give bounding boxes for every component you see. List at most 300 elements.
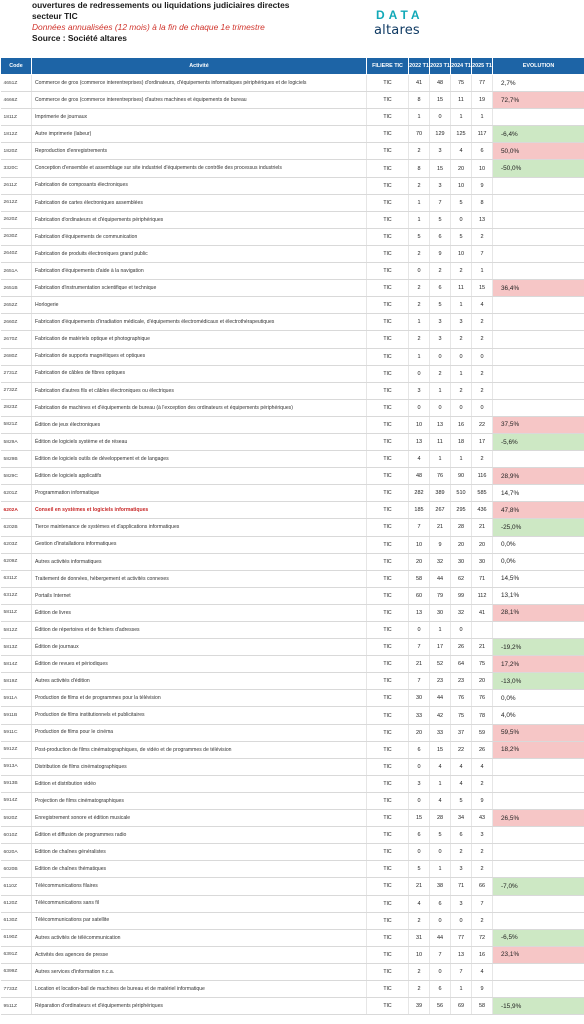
row-evolution xyxy=(493,451,584,468)
row-2023: 0 xyxy=(430,109,451,126)
row-evolution xyxy=(493,314,584,331)
row-evolution: 59,5% xyxy=(493,724,584,741)
row-2025: 66 xyxy=(472,878,493,895)
row-2025: 9 xyxy=(472,792,493,809)
row-filiere: TIC xyxy=(367,673,409,690)
row-filiere: TIC xyxy=(367,263,409,280)
row-2025: 9 xyxy=(472,177,493,194)
row-code: 6010Z xyxy=(1,827,32,844)
row-filiere: TIC xyxy=(367,365,409,382)
row-filiere: TIC xyxy=(367,570,409,587)
row-filiere: TIC xyxy=(367,177,409,194)
row-activity: Edition de logiciels applicatifs xyxy=(32,468,367,485)
row-2025: 2 xyxy=(472,912,493,929)
row-code: 6130Z xyxy=(1,912,32,929)
row-code: 5812Z xyxy=(1,622,32,639)
row-activity: Édition de logiciels système et de réseau xyxy=(32,433,367,450)
row-2024: 7 xyxy=(451,963,472,980)
row-filiere: TIC xyxy=(367,741,409,758)
row-2023: 0 xyxy=(430,348,451,365)
row-2024: 76 xyxy=(451,690,472,707)
row-filiere: TIC xyxy=(367,245,409,262)
row-evolution: -7,0% xyxy=(493,878,584,895)
row-activity: Réparation d'ordinateurs et d'équipements périphériques xyxy=(32,998,367,1015)
row-2022: 7 xyxy=(409,639,430,656)
row-activity: Production de films et de programmes pour la télévision xyxy=(32,690,367,707)
row-2025: 2 xyxy=(472,451,493,468)
row-2024: 5 xyxy=(451,194,472,211)
report-source: Source : Société altares xyxy=(32,33,127,43)
table-row xyxy=(1,758,584,775)
row-evolution xyxy=(493,331,584,348)
row-2024: 20 xyxy=(451,160,472,177)
table-row xyxy=(1,587,584,604)
row-2023: 15 xyxy=(430,160,451,177)
row-activity: Fabrication de câbles de fibres optiques xyxy=(32,365,367,382)
row-2022: 7 xyxy=(409,673,430,690)
row-filiere: TIC xyxy=(367,160,409,177)
row-filiere: TIC xyxy=(367,878,409,895)
row-2023: 2 xyxy=(430,263,451,280)
row-2022: 282 xyxy=(409,485,430,502)
row-code: 2612Z xyxy=(1,194,32,211)
row-filiere: TIC xyxy=(367,690,409,707)
row-activity: Reproduction d'enregistrements xyxy=(32,143,367,160)
table-row xyxy=(1,399,584,416)
row-activity: Production de films institutionnels et publicitaires xyxy=(32,707,367,724)
row-2022: 60 xyxy=(409,587,430,604)
table-row xyxy=(1,810,584,827)
row-2025: 19 xyxy=(472,92,493,109)
row-2025: 4 xyxy=(472,758,493,775)
row-evolution: -50,0% xyxy=(493,160,584,177)
row-evolution xyxy=(493,963,584,980)
row-filiere: TIC xyxy=(367,92,409,109)
table-row xyxy=(1,109,584,126)
row-2025: 2 xyxy=(472,314,493,331)
table-row xyxy=(1,245,584,262)
row-2023: 1 xyxy=(430,775,451,792)
row-2022: 3 xyxy=(409,775,430,792)
row-evolution xyxy=(493,399,584,416)
row-evolution: -13,0% xyxy=(493,673,584,690)
row-2024: 13 xyxy=(451,946,472,963)
row-evolution xyxy=(493,844,584,861)
row-2023: 3 xyxy=(430,314,451,331)
row-activity: Autre imprimerie (labeur) xyxy=(32,126,367,143)
row-activity: Activités des agences de presse xyxy=(32,946,367,963)
row-2024: 90 xyxy=(451,468,472,485)
row-filiere: TIC xyxy=(367,656,409,673)
row-2023: 389 xyxy=(430,485,451,502)
row-2024: 5 xyxy=(451,792,472,809)
row-activity: Commerce de gros (commerce interentreprises) d'autres machines et équipements de bureau xyxy=(32,92,367,109)
row-2024: 0 xyxy=(451,211,472,228)
row-activity: Fabrication d'instrumentation scientifique et technique xyxy=(32,280,367,297)
row-2024: 2 xyxy=(451,331,472,348)
row-2025: 71 xyxy=(472,570,493,587)
row-activity: Fabrication de machines et d'équipements de bureau (à l'exception des ordinateurs et équipements périphériques) xyxy=(32,399,367,416)
row-filiere: TIC xyxy=(367,331,409,348)
row-2023: 15 xyxy=(430,92,451,109)
table-row xyxy=(1,331,584,348)
row-2023: 3 xyxy=(430,177,451,194)
row-filiere: TIC xyxy=(367,946,409,963)
row-filiere: TIC xyxy=(367,844,409,861)
row-activity: Fabrication de produits électroniques grand public xyxy=(32,245,367,262)
col-header-filiere: FILIERE TIC xyxy=(367,58,409,75)
table-row xyxy=(1,382,584,399)
row-evolution: 28,9% xyxy=(493,468,584,485)
row-code: 1811Z xyxy=(1,109,32,126)
row-2023: 13 xyxy=(430,416,451,433)
row-code: 5911C xyxy=(1,724,32,741)
row-filiere: TIC xyxy=(367,724,409,741)
row-evolution: 14,5% xyxy=(493,570,584,587)
row-evolution: 47,8% xyxy=(493,502,584,519)
row-2024: 3 xyxy=(451,861,472,878)
row-evolution: 37,5% xyxy=(493,416,584,433)
row-code: 1820Z xyxy=(1,143,32,160)
row-2022: 2 xyxy=(409,963,430,980)
row-code: 5913B xyxy=(1,775,32,792)
row-2022: 4 xyxy=(409,895,430,912)
row-code: 6020B xyxy=(1,861,32,878)
row-2022: 31 xyxy=(409,929,430,946)
row-2022: 13 xyxy=(409,604,430,621)
row-code: 6203Z xyxy=(1,536,32,553)
row-evolution xyxy=(493,792,584,809)
row-filiere: TIC xyxy=(367,758,409,775)
table-row xyxy=(1,433,584,450)
logo-altares-text: altares xyxy=(374,23,420,38)
row-2025: 2 xyxy=(472,228,493,245)
row-activity: Fabrication d'ordinateurs et d'équipements périphériques xyxy=(32,211,367,228)
row-2022: 8 xyxy=(409,92,430,109)
row-2022: 2 xyxy=(409,245,430,262)
table-row xyxy=(1,451,584,468)
row-activity: Gestion d'installations informatiques xyxy=(32,536,367,553)
altares-logo xyxy=(374,8,434,48)
row-filiere: TIC xyxy=(367,536,409,553)
row-2023: 76 xyxy=(430,468,451,485)
row-2023: 6 xyxy=(430,980,451,997)
row-code: 4651Z xyxy=(1,75,32,92)
row-2024: 0 xyxy=(451,622,472,639)
row-evolution xyxy=(493,912,584,929)
row-2024: 0 xyxy=(451,399,472,416)
row-2022: 0 xyxy=(409,365,430,382)
row-code: 5911A xyxy=(1,690,32,707)
row-2022: 0 xyxy=(409,758,430,775)
row-2022: 6 xyxy=(409,827,430,844)
row-code: 6190Z xyxy=(1,929,32,946)
row-2023: 17 xyxy=(430,639,451,656)
row-2025: 585 xyxy=(472,485,493,502)
row-activity: Fabrication de matériels optique et photographique xyxy=(32,331,367,348)
row-evolution: 4,0% xyxy=(493,707,584,724)
table-row xyxy=(1,741,584,758)
row-code: 5821Z xyxy=(1,416,32,433)
row-filiere: TIC xyxy=(367,980,409,997)
row-evolution xyxy=(493,348,584,365)
row-evolution: 26,5% xyxy=(493,810,584,827)
row-2022: 21 xyxy=(409,656,430,673)
row-2025: 75 xyxy=(472,656,493,673)
row-2025: 7 xyxy=(472,245,493,262)
col-header-activity: Activité xyxy=(32,58,367,75)
table-row xyxy=(1,348,584,365)
row-filiere: TIC xyxy=(367,382,409,399)
table-row xyxy=(1,228,584,245)
row-activity: Télécommunications sans fil xyxy=(32,895,367,912)
row-2022: 30 xyxy=(409,690,430,707)
row-2025: 0 xyxy=(472,399,493,416)
row-2024: 37 xyxy=(451,724,472,741)
row-code: 7733Z xyxy=(1,980,32,997)
row-2023: 0 xyxy=(430,844,451,861)
row-2024: 5 xyxy=(451,228,472,245)
row-code: 5913A xyxy=(1,758,32,775)
row-2022: 3 xyxy=(409,382,430,399)
row-2022: 5 xyxy=(409,228,430,245)
row-code: 5829B xyxy=(1,451,32,468)
row-2023: 5 xyxy=(430,211,451,228)
row-evolution xyxy=(493,228,584,245)
row-2024: 22 xyxy=(451,741,472,758)
row-evolution: 0,0% xyxy=(493,690,584,707)
row-2023: 21 xyxy=(430,519,451,536)
row-code: 5920Z xyxy=(1,810,32,827)
table-row xyxy=(1,263,584,280)
row-activity: Distribution de films cinématographiques xyxy=(32,758,367,775)
table-row xyxy=(1,963,584,980)
row-2025: 1 xyxy=(472,109,493,126)
row-code: 6202B xyxy=(1,519,32,536)
table-row xyxy=(1,690,584,707)
row-2024: 3 xyxy=(451,314,472,331)
row-2025: 112 xyxy=(472,587,493,604)
table-row xyxy=(1,707,584,724)
row-2022: 1 xyxy=(409,194,430,211)
row-code: 1812Z xyxy=(1,126,32,143)
row-2023: 7 xyxy=(430,194,451,211)
row-activity: Édition de répertoires et de fichiers d'adresses xyxy=(32,622,367,639)
row-filiere: TIC xyxy=(367,451,409,468)
row-2025: 17 xyxy=(472,433,493,450)
table-row xyxy=(1,194,584,211)
row-2024: 510 xyxy=(451,485,472,502)
table-row xyxy=(1,365,584,382)
row-2024: 99 xyxy=(451,587,472,604)
row-2024: 10 xyxy=(451,177,472,194)
row-activity: Conseil en systèmes et logiciels informatiques xyxy=(32,502,367,519)
row-evolution xyxy=(493,194,584,211)
row-2024: 18 xyxy=(451,433,472,450)
row-filiere: TIC xyxy=(367,109,409,126)
row-2025: 16 xyxy=(472,946,493,963)
row-activity: Production de films pour le cinéma xyxy=(32,724,367,741)
row-activity: Horlogerie xyxy=(32,297,367,314)
row-2023: 5 xyxy=(430,297,451,314)
row-filiere: TIC xyxy=(367,553,409,570)
row-2023: 2 xyxy=(430,365,451,382)
row-activity: Fabrication d'équipements d'aide à la navigation xyxy=(32,263,367,280)
row-activity: Édition de jeux électroniques xyxy=(32,416,367,433)
row-code: 5912Z xyxy=(1,741,32,758)
row-2025: 117 xyxy=(472,126,493,143)
row-filiere: TIC xyxy=(367,297,409,314)
row-2023: 0 xyxy=(430,912,451,929)
table-row xyxy=(1,792,584,809)
row-code: 2823Z xyxy=(1,399,32,416)
row-2024: 1 xyxy=(451,451,472,468)
row-2023: 9 xyxy=(430,245,451,262)
row-2023: 4 xyxy=(430,792,451,809)
row-2024: 10 xyxy=(451,245,472,262)
table-header-row xyxy=(1,58,584,75)
table-row xyxy=(1,160,584,177)
row-2023: 44 xyxy=(430,929,451,946)
row-evolution: -19,2% xyxy=(493,639,584,656)
row-activity: Edition de logiciels outils de développement et de langages xyxy=(32,451,367,468)
row-code: 3320C xyxy=(1,160,32,177)
row-2025: 7 xyxy=(472,895,493,912)
table-row xyxy=(1,536,584,553)
row-filiere: TIC xyxy=(367,468,409,485)
row-code: 5829A xyxy=(1,433,32,450)
table-row xyxy=(1,143,584,160)
row-activity: Autres services d'information n.c.a. xyxy=(32,963,367,980)
row-filiere: TIC xyxy=(367,963,409,980)
row-code: 2620Z xyxy=(1,211,32,228)
row-2022: 2 xyxy=(409,912,430,929)
table-row xyxy=(1,416,584,433)
row-filiere: TIC xyxy=(367,604,409,621)
row-filiere: TIC xyxy=(367,775,409,792)
row-2025: 10 xyxy=(472,160,493,177)
row-2023: 38 xyxy=(430,878,451,895)
row-2023: 3 xyxy=(430,331,451,348)
col-header-2022: 2022 T1 xyxy=(409,58,430,75)
row-2024: 28 xyxy=(451,519,472,536)
row-2023: 1 xyxy=(430,451,451,468)
row-filiere: TIC xyxy=(367,280,409,297)
row-2022: 1 xyxy=(409,211,430,228)
row-activity: Fabrication d'équipements de communication xyxy=(32,228,367,245)
row-2022: 0 xyxy=(409,399,430,416)
row-2023: 6 xyxy=(430,280,451,297)
row-evolution: -25,0% xyxy=(493,519,584,536)
table-row xyxy=(1,519,584,536)
row-code: 6209Z xyxy=(1,553,32,570)
row-evolution: 0,0% xyxy=(493,536,584,553)
row-2023: 7 xyxy=(430,946,451,963)
row-activity: Commerce de gros (commerce interentreprises) d'ordinateurs, d'équipements informatiques périphériques et de logiciels xyxy=(32,75,367,92)
row-evolution xyxy=(493,775,584,792)
row-2024: 64 xyxy=(451,656,472,673)
row-2025: 43 xyxy=(472,810,493,827)
row-code: 2660Z xyxy=(1,314,32,331)
row-code: 6311Z xyxy=(1,570,32,587)
row-2025 xyxy=(472,622,493,639)
row-evolution: 23,1% xyxy=(493,946,584,963)
table-row xyxy=(1,622,584,639)
row-2023: 56 xyxy=(430,998,451,1015)
row-2024: 34 xyxy=(451,810,472,827)
row-code: 6312Z xyxy=(1,587,32,604)
row-2022: 13 xyxy=(409,433,430,450)
row-2023: 4 xyxy=(430,758,451,775)
row-2025: 20 xyxy=(472,536,493,553)
row-filiere: TIC xyxy=(367,502,409,519)
row-2023: 28 xyxy=(430,810,451,827)
row-filiere: TIC xyxy=(367,75,409,92)
row-filiere: TIC xyxy=(367,519,409,536)
row-code: 5914Z xyxy=(1,792,32,809)
table-row xyxy=(1,553,584,570)
row-activity: Edition et distribution vidéo xyxy=(32,775,367,792)
row-evolution: 0,0% xyxy=(493,553,584,570)
row-code: 2670Z xyxy=(1,331,32,348)
row-evolution xyxy=(493,827,584,844)
row-2022: 0 xyxy=(409,792,430,809)
row-code: 2651A xyxy=(1,263,32,280)
row-code: 2680Z xyxy=(1,348,32,365)
row-evolution xyxy=(493,622,584,639)
row-filiere: TIC xyxy=(367,861,409,878)
row-activity: Conception d'ensemble et assemblage sur site industriel d'équipements de contrôle des processus industriels xyxy=(32,160,367,177)
table-row xyxy=(1,912,584,929)
row-2022: 2 xyxy=(409,331,430,348)
row-2022: 0 xyxy=(409,622,430,639)
row-2024: 71 xyxy=(451,878,472,895)
row-2023: 79 xyxy=(430,587,451,604)
row-filiere: TIC xyxy=(367,810,409,827)
row-activity: Édition de journaux xyxy=(32,639,367,656)
row-filiere: TIC xyxy=(367,912,409,929)
row-evolution: 14,7% xyxy=(493,485,584,502)
row-2022: 0 xyxy=(409,844,430,861)
row-2025: 4 xyxy=(472,297,493,314)
row-2023: 11 xyxy=(430,433,451,450)
table-row xyxy=(1,280,584,297)
row-code: 5829C xyxy=(1,468,32,485)
table-row xyxy=(1,639,584,656)
row-2025: 2 xyxy=(472,331,493,348)
row-evolution: 36,4% xyxy=(493,280,584,297)
row-activity: Tierce maintenance de systèmes et d'applications informatiques xyxy=(32,519,367,536)
row-2025: 21 xyxy=(472,519,493,536)
row-2025: 26 xyxy=(472,741,493,758)
row-activity: Fabrication de composants électroniques xyxy=(32,177,367,194)
row-code: 5811Z xyxy=(1,604,32,621)
row-activity: Portails Internet xyxy=(32,587,367,604)
row-2024: 26 xyxy=(451,639,472,656)
row-code: 5813Z xyxy=(1,639,32,656)
row-activity: Projection de films cinématographiques xyxy=(32,792,367,809)
report-title: ouvertures de redressements ou liquidations judiciaires directes xyxy=(32,0,290,10)
table-row xyxy=(1,502,584,519)
row-activity: Édition de livres xyxy=(32,604,367,621)
row-2023: 33 xyxy=(430,724,451,741)
row-code: 2640Z xyxy=(1,245,32,262)
row-evolution xyxy=(493,211,584,228)
table-row xyxy=(1,929,584,946)
row-activity: Édition et diffusion de programmes radio xyxy=(32,827,367,844)
row-evolution: 2,7% xyxy=(493,75,584,92)
col-header-2024: 2024 T1 xyxy=(451,58,472,75)
